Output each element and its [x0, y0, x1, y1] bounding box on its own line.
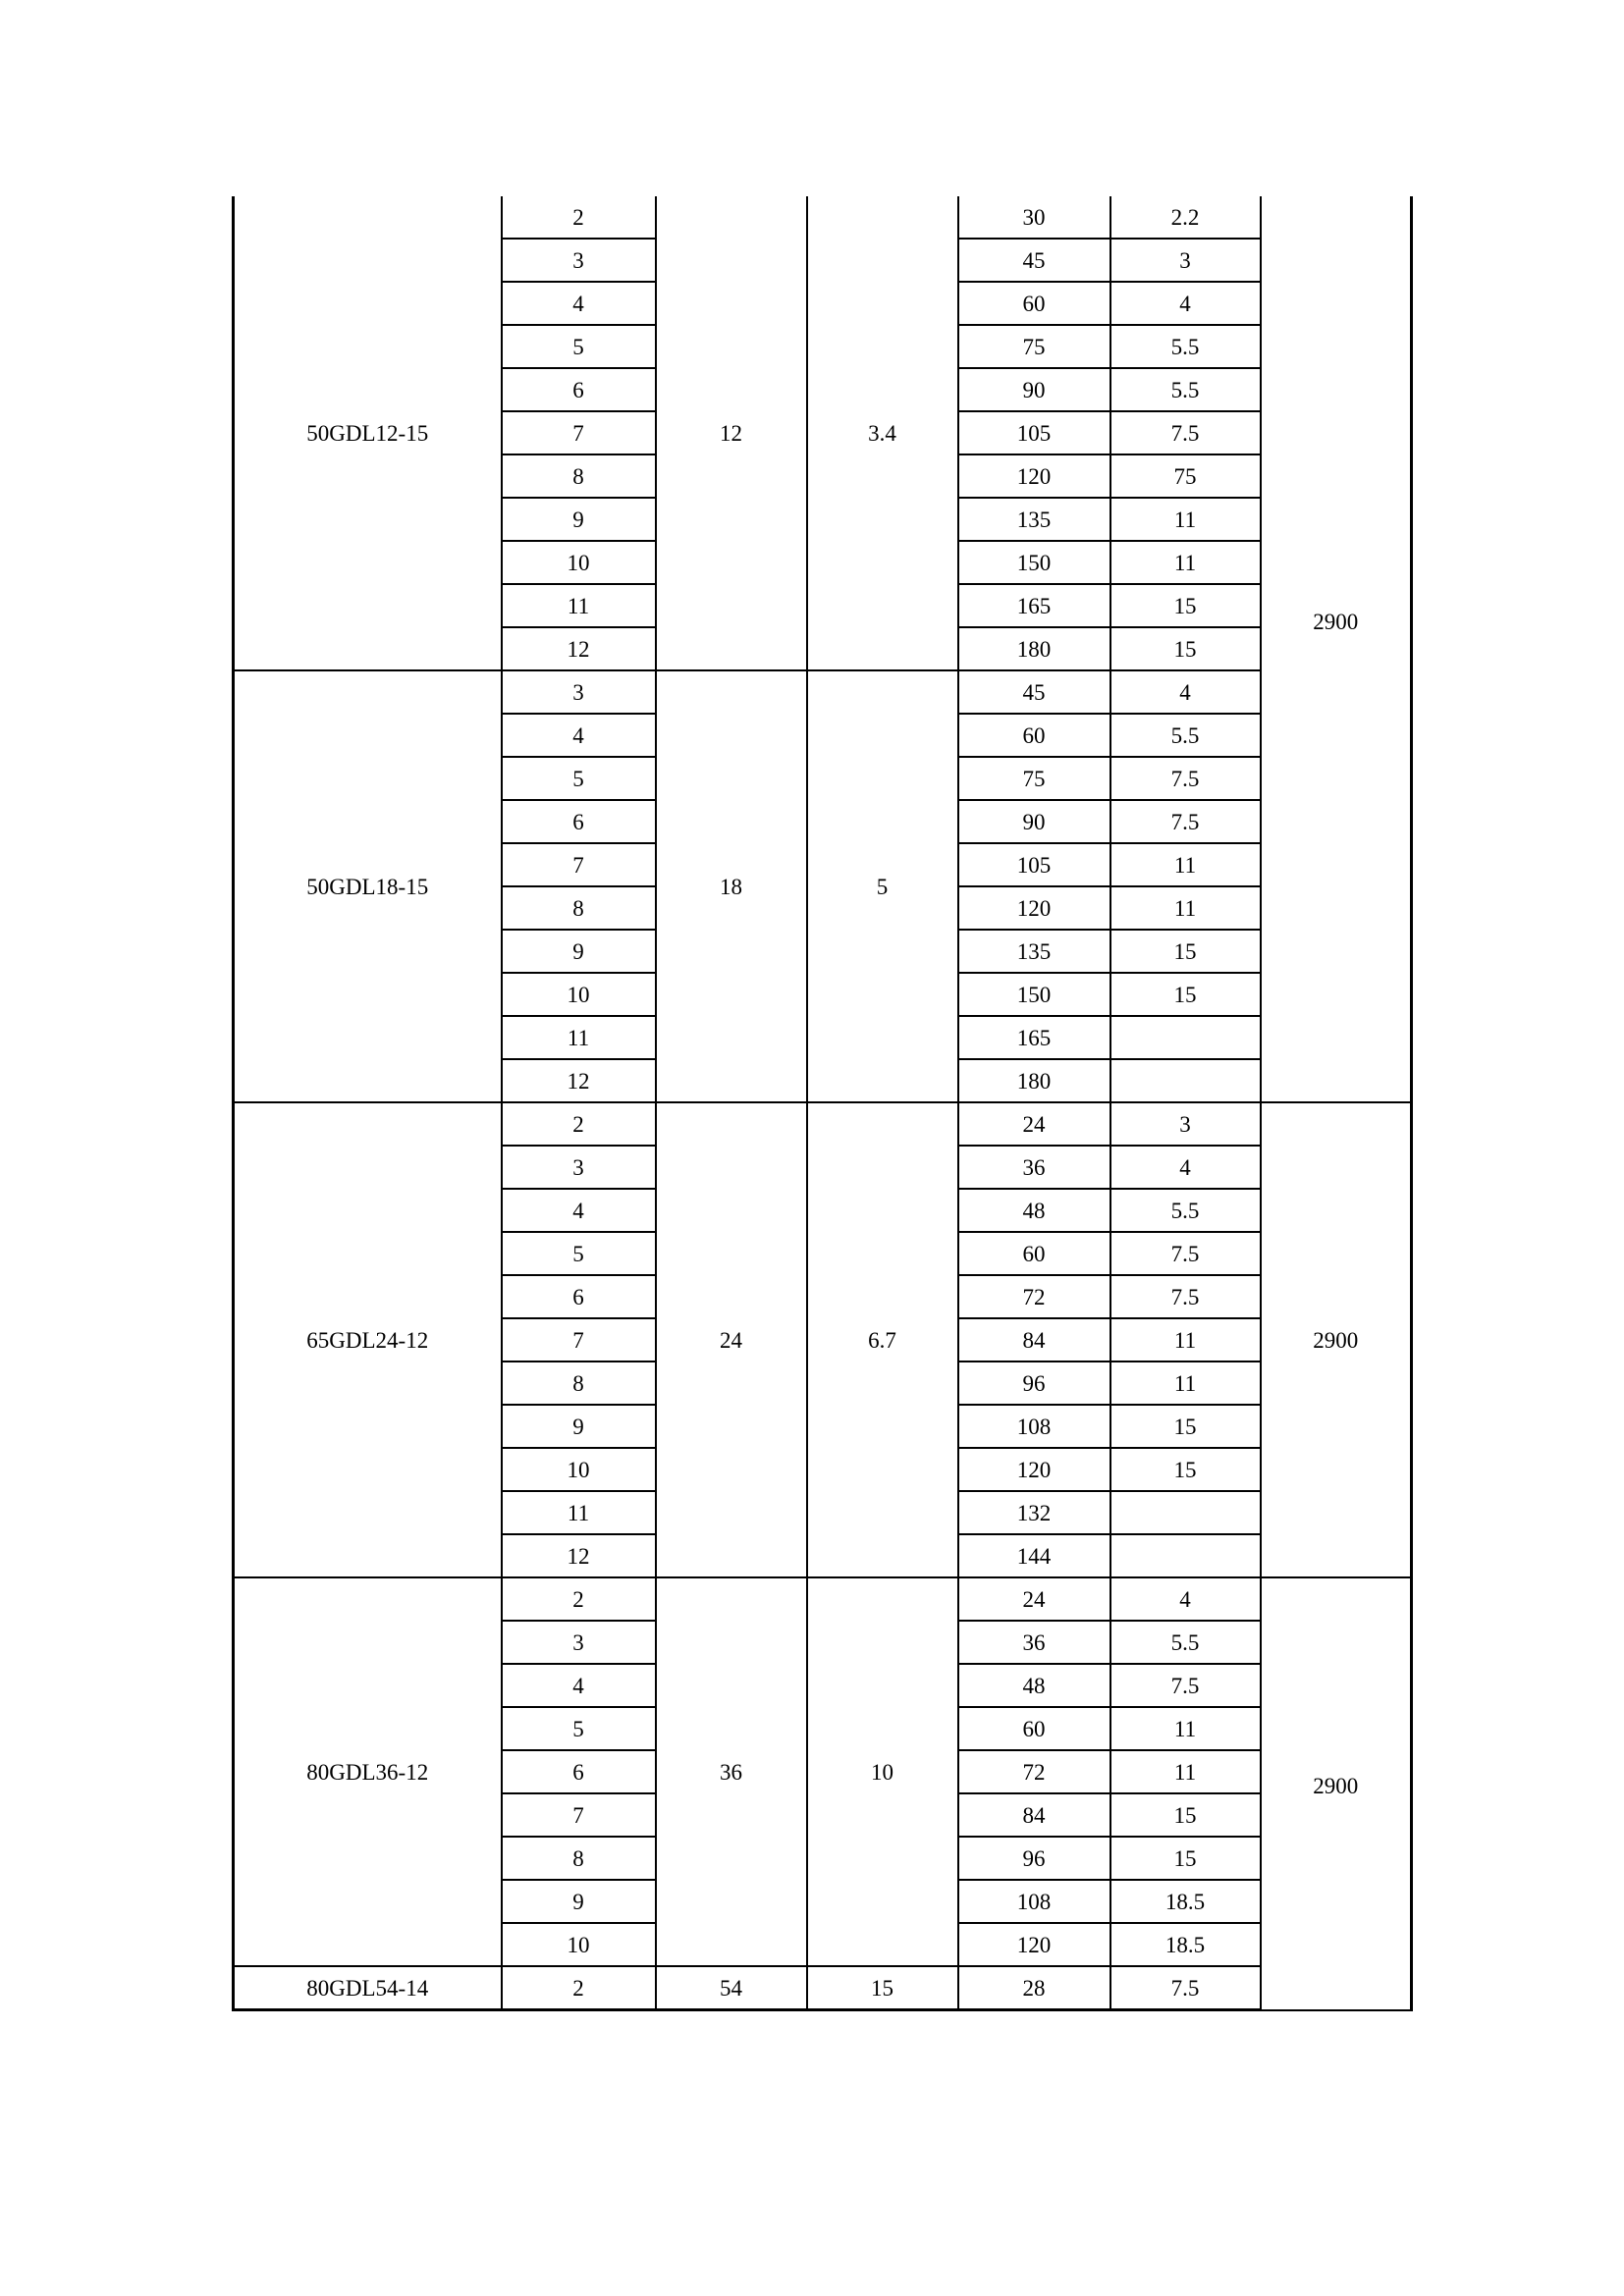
model-cell: 80GDL36-12 — [234, 1577, 502, 1966]
stage-cell: 2 — [502, 1577, 656, 1621]
power-cell: 3 — [1110, 239, 1261, 282]
total-head-cell: 135 — [958, 930, 1110, 973]
power-cell: 15 — [1110, 584, 1261, 627]
power-cell: 5.5 — [1110, 368, 1261, 411]
stage-cell: 7 — [502, 1793, 656, 1837]
total-head-cell: 180 — [958, 627, 1110, 670]
power-cell: 18.5 — [1110, 1923, 1261, 1966]
stage-cell: 5 — [502, 1707, 656, 1750]
total-head-cell: 135 — [958, 498, 1110, 541]
power-cell: 11 — [1110, 1362, 1261, 1405]
power-cell: 15 — [1110, 1448, 1261, 1491]
stage-cell: 4 — [502, 1189, 656, 1232]
pump-spec-table — [232, 196, 1413, 2011]
total-head-cell: 150 — [958, 541, 1110, 584]
stage-cell: 3 — [502, 1146, 656, 1189]
stage-cell: 4 — [502, 714, 656, 757]
total-head-cell: 180 — [958, 1059, 1110, 1102]
power-cell: 15 — [1110, 1793, 1261, 1837]
total-head-cell: 108 — [958, 1880, 1110, 1923]
total-head-cell: 36 — [958, 1621, 1110, 1664]
power-cell: 11 — [1110, 1750, 1261, 1793]
total-head-cell: 72 — [958, 1275, 1110, 1318]
total-head-cell: 72 — [958, 1750, 1110, 1793]
stage-cell: 7 — [502, 843, 656, 886]
total-head-cell: 120 — [958, 1923, 1110, 1966]
total-head-cell: 30 — [958, 196, 1110, 239]
power-cell: 4 — [1110, 670, 1261, 714]
power-cell: 15 — [1110, 1405, 1261, 1448]
total-head-cell: 48 — [958, 1664, 1110, 1707]
power-cell: 7.5 — [1110, 1966, 1261, 2010]
stage-cell: 3 — [502, 1621, 656, 1664]
total-head-cell: 24 — [958, 1577, 1110, 1621]
pump-spec-table-wrapper — [232, 196, 1413, 2011]
stage-cell: 10 — [502, 1448, 656, 1491]
stage-cell: 2 — [502, 196, 656, 239]
total-head-cell: 105 — [958, 411, 1110, 454]
total-head-cell: 96 — [958, 1837, 1110, 1880]
table-row — [234, 196, 1412, 239]
stage-cell: 5 — [502, 1232, 656, 1275]
flow-cell: 12 — [656, 196, 807, 670]
power-cell: 7.5 — [1110, 757, 1261, 800]
flow-cell: 24 — [656, 1102, 807, 1577]
power-cell: 3 — [1110, 1102, 1261, 1146]
stage-cell: 11 — [502, 1491, 656, 1534]
power-cell: 5.5 — [1110, 1621, 1261, 1664]
power-cell: 11 — [1110, 1318, 1261, 1362]
stage-cell: 9 — [502, 498, 656, 541]
stage-cell: 2 — [502, 1102, 656, 1146]
total-head-cell: 120 — [958, 1448, 1110, 1491]
flow-cell: 54 — [656, 1966, 807, 2010]
total-head-cell: 45 — [958, 239, 1110, 282]
stage-cell: 3 — [502, 239, 656, 282]
stage-cell: 9 — [502, 1880, 656, 1923]
stage-cell: 11 — [502, 1016, 656, 1059]
power-cell: 4 — [1110, 282, 1261, 325]
stage-cell: 10 — [502, 1923, 656, 1966]
total-head-cell: 165 — [958, 1016, 1110, 1059]
stage-cell: 8 — [502, 454, 656, 498]
total-head-cell: 84 — [958, 1318, 1110, 1362]
model-cell: 50GDL12-15 — [234, 196, 502, 670]
total-head-cell: 28 — [958, 1966, 1110, 2010]
stage-cell: 6 — [502, 1750, 656, 1793]
total-head-cell: 144 — [958, 1534, 1110, 1577]
total-head-cell: 60 — [958, 1707, 1110, 1750]
table-row — [234, 1577, 1412, 1621]
stage-cell: 8 — [502, 1362, 656, 1405]
table-row — [234, 1102, 1412, 1146]
stage-cell: 3 — [502, 670, 656, 714]
stage-cell: 12 — [502, 1534, 656, 1577]
power-cell — [1110, 1534, 1261, 1577]
pump-spec-table-body — [234, 196, 1412, 2010]
total-head-cell: 90 — [958, 800, 1110, 843]
stage-cell: 7 — [502, 1318, 656, 1362]
power-cell — [1110, 1016, 1261, 1059]
table-row — [234, 670, 1412, 714]
total-head-cell: 150 — [958, 973, 1110, 1016]
model-cell: 50GDL18-15 — [234, 670, 502, 1102]
power-cell: 4 — [1110, 1146, 1261, 1189]
power-cell: 4 — [1110, 1577, 1261, 1621]
total-head-cell: 60 — [958, 282, 1110, 325]
model-cell: 65GDL24-12 — [234, 1102, 502, 1577]
total-head-cell: 75 — [958, 325, 1110, 368]
power-cell: 5.5 — [1110, 714, 1261, 757]
total-head-cell: 90 — [958, 368, 1110, 411]
stage-cell: 2 — [502, 1966, 656, 2010]
power-cell: 75 — [1110, 454, 1261, 498]
power-cell: 7.5 — [1110, 411, 1261, 454]
power-cell: 2.2 — [1110, 196, 1261, 239]
total-head-cell: 108 — [958, 1405, 1110, 1448]
stage-cell: 8 — [502, 1837, 656, 1880]
head-cell: 10 — [807, 1577, 958, 1966]
total-head-cell: 132 — [958, 1491, 1110, 1534]
power-cell: 15 — [1110, 1837, 1261, 1880]
total-head-cell: 84 — [958, 1793, 1110, 1837]
power-cell — [1110, 1491, 1261, 1534]
total-head-cell: 48 — [958, 1189, 1110, 1232]
power-cell: 11 — [1110, 541, 1261, 584]
stage-cell: 11 — [502, 584, 656, 627]
stage-cell: 4 — [502, 282, 656, 325]
power-cell: 11 — [1110, 843, 1261, 886]
stage-cell: 10 — [502, 541, 656, 584]
stage-cell: 6 — [502, 368, 656, 411]
stage-cell: 5 — [502, 325, 656, 368]
head-cell: 6.7 — [807, 1102, 958, 1577]
total-head-cell: 120 — [958, 886, 1110, 930]
head-cell: 15 — [807, 1966, 958, 2010]
power-cell: 15 — [1110, 627, 1261, 670]
total-head-cell: 24 — [958, 1102, 1110, 1146]
total-head-cell: 75 — [958, 757, 1110, 800]
head-cell: 3.4 — [807, 196, 958, 670]
power-cell — [1110, 1059, 1261, 1102]
power-cell: 7.5 — [1110, 1275, 1261, 1318]
power-cell: 11 — [1110, 1707, 1261, 1750]
power-cell: 5.5 — [1110, 325, 1261, 368]
head-cell: 5 — [807, 670, 958, 1102]
total-head-cell: 60 — [958, 714, 1110, 757]
total-head-cell: 96 — [958, 1362, 1110, 1405]
power-cell: 11 — [1110, 498, 1261, 541]
stage-cell: 9 — [502, 1405, 656, 1448]
total-head-cell: 120 — [958, 454, 1110, 498]
power-cell: 18.5 — [1110, 1880, 1261, 1923]
speed-cell: 2900 — [1261, 1577, 1412, 2010]
stage-cell: 4 — [502, 1664, 656, 1707]
stage-cell: 6 — [502, 800, 656, 843]
stage-cell: 12 — [502, 1059, 656, 1102]
power-cell: 7.5 — [1110, 1232, 1261, 1275]
total-head-cell: 165 — [958, 584, 1110, 627]
stage-cell: 12 — [502, 627, 656, 670]
speed-cell: 2900 — [1261, 1102, 1412, 1577]
model-cell: 80GDL54-14 — [234, 1966, 502, 2010]
total-head-cell: 105 — [958, 843, 1110, 886]
power-cell: 15 — [1110, 973, 1261, 1016]
speed-cell: 2900 — [1261, 196, 1412, 1102]
power-cell: 7.5 — [1110, 1664, 1261, 1707]
table-row — [234, 1966, 1412, 2010]
power-cell: 11 — [1110, 886, 1261, 930]
stage-cell: 5 — [502, 757, 656, 800]
stage-cell: 9 — [502, 930, 656, 973]
power-cell: 15 — [1110, 930, 1261, 973]
stage-cell: 8 — [502, 886, 656, 930]
stage-cell: 7 — [502, 411, 656, 454]
flow-cell: 18 — [656, 670, 807, 1102]
stage-cell: 6 — [502, 1275, 656, 1318]
power-cell: 7.5 — [1110, 800, 1261, 843]
flow-cell: 36 — [656, 1577, 807, 1966]
stage-cell: 10 — [502, 973, 656, 1016]
total-head-cell: 60 — [958, 1232, 1110, 1275]
total-head-cell: 36 — [958, 1146, 1110, 1189]
power-cell: 5.5 — [1110, 1189, 1261, 1232]
total-head-cell: 45 — [958, 670, 1110, 714]
